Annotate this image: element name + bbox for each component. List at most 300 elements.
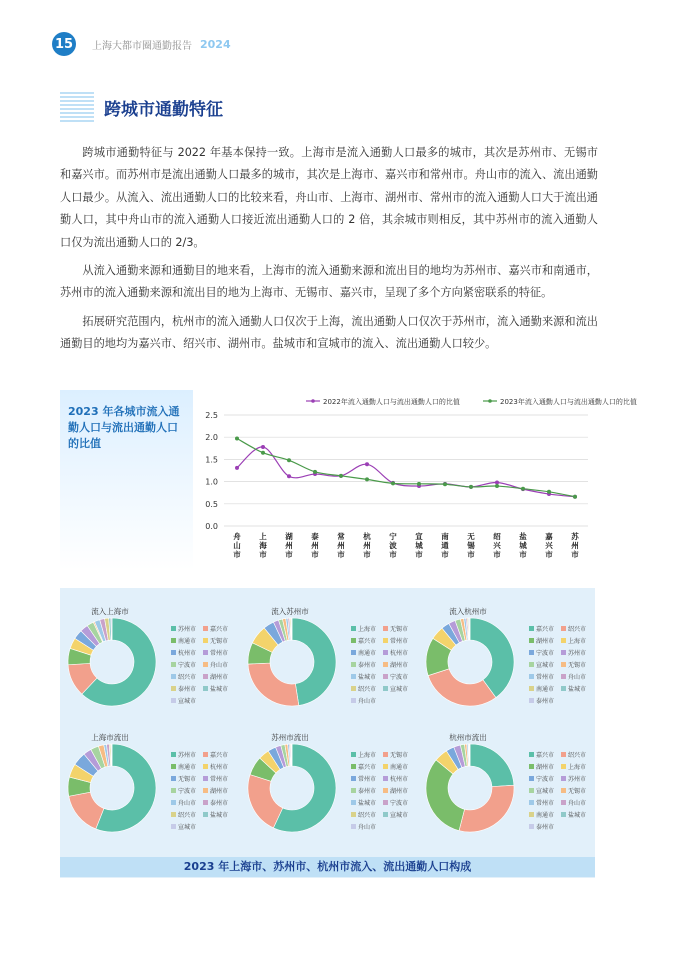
legend-item — [351, 784, 383, 796]
donut-slice — [428, 669, 496, 706]
legend-label: 嘉兴市 — [210, 625, 229, 633]
legend-label: 宁波市 — [390, 673, 409, 681]
legend-label: 南通市 — [390, 763, 409, 771]
donut-panel — [240, 732, 418, 862]
legend-label: 常州市 — [536, 673, 555, 681]
legend-swatch — [351, 800, 356, 805]
y-tick-label: 1.0 — [205, 477, 218, 487]
legend-label: 泰州市 — [536, 697, 555, 705]
section-stripe-decoration — [60, 92, 94, 122]
legend-label: 苏州市 — [568, 649, 587, 657]
legend-label: 舟山市 — [210, 661, 229, 669]
legend-label: 宣城市 — [536, 787, 555, 795]
legend-swatch — [171, 812, 176, 817]
legend-label: 上海市 — [568, 637, 587, 645]
legend-swatch — [383, 800, 388, 805]
legend-swatch — [561, 776, 566, 781]
legend-swatch — [351, 788, 356, 793]
line-chart-svg — [60, 385, 637, 570]
legend-swatch — [203, 800, 208, 805]
legend-swatch — [529, 674, 534, 679]
legend-swatch — [203, 662, 208, 667]
data-point — [339, 474, 343, 478]
donut-legend — [351, 622, 421, 706]
legend-item — [351, 622, 383, 634]
legend-swatch — [171, 752, 176, 757]
legend-swatch — [383, 776, 388, 781]
legend-label: 泰州市 — [210, 799, 229, 807]
legend-item — [561, 622, 593, 634]
legend-swatch — [351, 674, 356, 679]
legend-label: 宁波市 — [178, 787, 197, 795]
donut-slice — [248, 663, 299, 706]
legend-swatch — [383, 650, 388, 655]
legend-item — [203, 784, 235, 796]
legend-swatch — [383, 686, 388, 691]
legend-item — [529, 784, 561, 796]
donut-chart — [426, 618, 526, 718]
legend-item — [203, 748, 235, 760]
page-number-badge: 15 — [52, 32, 76, 56]
legend-label: 杭州市 — [210, 763, 229, 771]
legend-swatch — [171, 626, 176, 631]
legend-swatch — [351, 824, 356, 829]
legend-item — [171, 796, 203, 808]
legend-label: 泰州市 — [536, 823, 555, 831]
legend-item — [561, 682, 593, 694]
x-tick-label: 常州市 — [337, 532, 345, 559]
x-tick-label: 嘉兴市 — [545, 532, 553, 559]
data-point — [573, 495, 577, 499]
legend-label: 杭州市 — [390, 649, 409, 657]
legend-label: 泰州市 — [178, 685, 197, 693]
legend-label: 无锡市 — [390, 625, 409, 633]
legend-swatch — [351, 752, 356, 757]
legend-label: 苏州市 — [178, 625, 197, 633]
data-point — [261, 451, 265, 455]
report-title: 上海大都市圈通勤报告 — [92, 40, 192, 52]
legend-label: 绍兴市 — [358, 811, 377, 819]
legend-item — [203, 808, 235, 820]
y-tick-label: 1.5 — [205, 455, 218, 465]
legend-label: 上海市 — [568, 763, 587, 771]
legend-swatch — [171, 800, 176, 805]
legend-item — [203, 646, 235, 658]
legend-label: 湖州市 — [390, 787, 409, 795]
legend-item — [351, 694, 383, 706]
legend-item — [561, 760, 593, 772]
x-tick-label: 苏州市 — [571, 532, 579, 559]
legend-swatch — [203, 764, 208, 769]
legend-item — [203, 658, 235, 670]
legend-swatch — [529, 686, 534, 691]
donut-panel — [60, 606, 238, 736]
legend-label: 舟山市 — [178, 799, 197, 807]
legend-item — [171, 622, 203, 634]
legend-item — [171, 670, 203, 682]
body-text — [60, 142, 598, 362]
legend-label: 盐城市 — [568, 811, 587, 819]
legend-item — [171, 820, 203, 832]
legend-item — [203, 634, 235, 646]
x-tick-label: 湖州市 — [285, 532, 293, 559]
legend-item — [561, 646, 593, 658]
legend-swatch — [171, 674, 176, 679]
legend-item — [171, 634, 203, 646]
data-point — [313, 470, 317, 474]
legend-item — [203, 796, 235, 808]
legend-swatch — [203, 812, 208, 817]
ratio-line-chart — [60, 385, 637, 570]
x-tick-label: 杭州市 — [363, 532, 371, 559]
y-tick-label: 2.5 — [205, 411, 218, 420]
legend-label: 宁波市 — [178, 661, 197, 669]
legend-swatch — [171, 788, 176, 793]
legend-swatch — [383, 752, 388, 757]
legend-item — [203, 772, 235, 784]
section-title: 跨城市通勤特征 — [104, 100, 223, 120]
donut-title: 流入杭州市 — [449, 607, 487, 616]
legend-swatch — [351, 776, 356, 781]
legend-label: 南通市 — [536, 811, 555, 819]
donut-chart — [248, 618, 348, 718]
legend-label: 杭州市 — [178, 649, 197, 657]
legend-item — [171, 808, 203, 820]
legend-label: 嘉兴市 — [536, 625, 555, 633]
legend-item — [203, 670, 235, 682]
legend-item — [561, 658, 593, 670]
legend-item — [171, 760, 203, 772]
legend-swatch — [529, 638, 534, 643]
donut-panel — [60, 732, 238, 862]
donut-legend — [529, 748, 599, 832]
legend-label: 绍兴市 — [178, 811, 197, 819]
legend-swatch — [203, 686, 208, 691]
donut-title: 流入上海市 — [91, 607, 129, 616]
legend-swatch — [203, 650, 208, 655]
legend-label: 嘉兴市 — [358, 763, 377, 771]
legend-swatch — [171, 662, 176, 667]
legend-swatch — [561, 686, 566, 691]
legend-item — [561, 796, 593, 808]
donut-charts-panel — [60, 588, 595, 878]
legend-label: 南通市 — [358, 649, 377, 657]
legend-label: 绍兴市 — [178, 673, 197, 681]
legend-item — [171, 682, 203, 694]
legend-swatch — [561, 662, 566, 667]
legend-swatch — [529, 764, 534, 769]
legend-swatch — [383, 764, 388, 769]
legend-item — [351, 658, 383, 670]
legend-item — [351, 808, 383, 820]
legend-swatch — [529, 698, 534, 703]
donut-panel — [240, 606, 418, 736]
legend-label: 无锡市 — [568, 661, 587, 669]
legend-swatch — [203, 776, 208, 781]
data-point — [235, 466, 239, 470]
legend-label: 宁波市 — [390, 799, 409, 807]
data-point — [287, 458, 291, 462]
data-point — [365, 477, 369, 481]
legend-label: 南通市 — [536, 685, 555, 693]
legend-label: 盐城市 — [210, 685, 229, 693]
legend-label: 宁波市 — [536, 775, 555, 783]
legend-swatch — [383, 626, 388, 631]
x-tick-label: 盐城市 — [519, 532, 527, 559]
legend-item — [351, 772, 383, 784]
legend-item — [203, 622, 235, 634]
legend-label: 无锡市 — [390, 751, 409, 759]
legend-label: 无锡市 — [178, 775, 197, 783]
legend-label: 湖州市 — [210, 673, 229, 681]
legend-label: 舟山市 — [358, 823, 377, 831]
legend-label: 常州市 — [210, 775, 229, 783]
legend-item — [383, 748, 415, 760]
donut-slice — [469, 618, 470, 640]
legend-item — [351, 796, 383, 808]
legend-swatch — [383, 638, 388, 643]
legend-swatch — [171, 650, 176, 655]
x-tick-label: 泰州市 — [311, 532, 319, 559]
paragraph: 跨城市通勤特征与 2022 年基本保持一致。上海市是流入通勤人口最多的城市，其次是苏州市、无锡市和嘉兴市。而苏州市是流出通勤人口最多的城市，其次是上海市、嘉兴市和常州市。舟山市的流入、流出通勤人口最少。从流入、流出通勤人口的比较来看，舟山市、上海市、湖州市、常州市的流入通勤人口大于流出通勤人口，其中舟山市的流入通勤人口接近流出通勤人口的 2 倍，其余城市则相反，其中苏州市的流入通勤人口仅为流出通勤人口的 2/3。 — [60, 146, 598, 249]
legend-swatch — [383, 812, 388, 817]
y-tick-label: 0.0 — [205, 522, 218, 531]
x-tick-label: 上海市 — [259, 532, 267, 559]
paragraph: 从流入通勤来源和通勤目的地来看，上海市的流入通勤来源和流出目的地均为苏州市、嘉兴市和南通市，苏州市的流入通勤来源和流出目的地为上海市、无锡市、嘉兴市，呈现了多个方向紧密联系的特征。 — [60, 264, 598, 300]
legend-marker — [488, 399, 492, 403]
legend-item — [383, 760, 415, 772]
legend-label: 盐城市 — [210, 811, 229, 819]
paragraph: 拓展研究范围内，杭州市的流入通勤人口仅次于上海，流出通勤人口仅次于苏州市，流入通勤来源和流出通勤目的地均为嘉兴市、绍兴市、湖州市。盐城市和宣城市的流入、流出通勤人口较少。 — [60, 314, 598, 351]
legend-item — [529, 808, 561, 820]
legend-label: 湖州市 — [536, 637, 555, 645]
legend-item — [561, 634, 593, 646]
legend-label: 泰州市 — [358, 787, 377, 795]
legend-label: 盐城市 — [358, 673, 377, 681]
legend-swatch — [351, 812, 356, 817]
legend-item — [561, 772, 593, 784]
donut-chart — [426, 744, 526, 844]
legend-label: 湖州市 — [210, 787, 229, 795]
legend-swatch — [383, 674, 388, 679]
data-point — [391, 481, 395, 485]
donut-charts-caption: 2023 年上海市、苏州市、杭州市流入、流出通勤人口构成 — [60, 857, 595, 877]
legend-label: 舟山市 — [358, 697, 377, 705]
legend-swatch — [351, 686, 356, 691]
legend-item — [171, 694, 203, 706]
legend-swatch — [561, 674, 566, 679]
legend-item — [561, 808, 593, 820]
legend-label: 无锡市 — [568, 787, 587, 795]
donut-chart — [68, 618, 168, 718]
y-tick-label: 0.5 — [205, 499, 218, 509]
donut-title: 杭州市流出 — [449, 733, 487, 742]
legend-item — [351, 760, 383, 772]
legend-swatch — [561, 650, 566, 655]
legend-item — [383, 784, 415, 796]
donut-title: 流入苏州市 — [271, 607, 309, 616]
legend-item — [529, 670, 561, 682]
legend-item — [383, 658, 415, 670]
data-point — [287, 474, 291, 478]
legend-item — [351, 682, 383, 694]
legend-item — [561, 670, 593, 682]
legend-swatch — [561, 626, 566, 631]
page-header — [52, 32, 231, 56]
legend-item — [383, 682, 415, 694]
legend-swatch — [561, 788, 566, 793]
donut-slice — [470, 744, 514, 787]
legend-swatch — [561, 752, 566, 757]
legend-label: 宣城市 — [390, 811, 409, 819]
legend-label: 上海市 — [358, 625, 377, 633]
legend-label: 上海市 — [358, 751, 377, 759]
legend-label: 2023年流入通勤人口与流出通勤人口的比值 — [500, 398, 637, 406]
donut-legend — [171, 748, 241, 832]
legend-item — [383, 808, 415, 820]
legend-label: 宣城市 — [178, 697, 197, 705]
section-heading — [60, 92, 260, 122]
legend-swatch — [171, 686, 176, 691]
legend-swatch — [529, 824, 534, 829]
legend-item — [383, 646, 415, 658]
data-point — [443, 482, 447, 486]
legend-item — [203, 682, 235, 694]
legend-label: 泰州市 — [358, 661, 377, 669]
legend-label: 绍兴市 — [358, 685, 377, 693]
legend-label: 嘉兴市 — [210, 751, 229, 759]
data-point — [495, 480, 499, 484]
legend-item — [529, 760, 561, 772]
legend-item — [351, 634, 383, 646]
donut-panel — [418, 606, 596, 736]
donut-panel — [418, 732, 596, 862]
legend-swatch — [171, 638, 176, 643]
legend-swatch — [203, 674, 208, 679]
legend-label: 无锡市 — [210, 637, 229, 645]
legend-label: 宣城市 — [178, 823, 197, 831]
legend-label: 常州市 — [358, 775, 377, 783]
legend-swatch — [383, 788, 388, 793]
data-point — [547, 490, 551, 494]
legend-swatch — [203, 626, 208, 631]
chart-title: 2023 年各城市流入通勤人口与流出通勤人口的比值 — [68, 405, 180, 450]
legend-item — [529, 634, 561, 646]
legend-swatch — [561, 638, 566, 643]
donut-slice — [291, 618, 292, 640]
legend-item — [171, 784, 203, 796]
legend-label: 常州市 — [536, 799, 555, 807]
data-point — [495, 484, 499, 488]
data-point — [417, 482, 421, 486]
legend-label: 宣城市 — [390, 685, 409, 693]
legend-item — [529, 658, 561, 670]
legend-label: 舟山市 — [568, 799, 587, 807]
legend-item — [383, 796, 415, 808]
legend-swatch — [529, 788, 534, 793]
legend-label: 嘉兴市 — [536, 751, 555, 759]
legend-swatch — [561, 800, 566, 805]
legend-swatch — [203, 752, 208, 757]
legend-label: 苏州市 — [568, 775, 587, 783]
donut-chart — [248, 744, 348, 844]
legend-item — [383, 670, 415, 682]
legend-label: 嘉兴市 — [358, 637, 377, 645]
legend-swatch — [171, 824, 176, 829]
legend-label: 盐城市 — [568, 685, 587, 693]
data-point — [365, 462, 369, 466]
legend-swatch — [171, 776, 176, 781]
legend-swatch — [529, 776, 534, 781]
data-point — [521, 487, 525, 491]
data-point — [469, 485, 473, 489]
legend-item — [171, 646, 203, 658]
legend-swatch — [351, 650, 356, 655]
legend-item — [529, 796, 561, 808]
x-tick-label: 宣城市 — [415, 532, 423, 559]
legend-item — [383, 634, 415, 646]
legend-swatch — [529, 650, 534, 655]
legend-swatch — [203, 638, 208, 643]
legend-swatch — [171, 764, 176, 769]
legend-label: 南通市 — [178, 637, 197, 645]
legend-swatch — [529, 626, 534, 631]
legend-item — [529, 646, 561, 658]
x-tick-label: 舟山市 — [233, 532, 241, 559]
donut-slice — [459, 785, 514, 832]
legend-label: 常州市 — [210, 649, 229, 657]
report-year: 2024 — [200, 37, 231, 51]
donut-slice — [111, 744, 112, 766]
legend-item — [529, 820, 561, 832]
legend-item — [203, 760, 235, 772]
donut-slice — [292, 618, 336, 705]
legend-label: 绍兴市 — [568, 751, 587, 759]
legend-label: 湖州市 — [390, 661, 409, 669]
legend-swatch — [351, 638, 356, 643]
legend-item — [529, 748, 561, 760]
legend-label: 杭州市 — [390, 775, 409, 783]
legend-swatch — [529, 752, 534, 757]
legend-item — [351, 748, 383, 760]
legend-item — [529, 772, 561, 784]
legend-item — [351, 646, 383, 658]
legend-item — [383, 772, 415, 784]
legend-swatch — [351, 662, 356, 667]
x-tick-label: 宁波市 — [389, 532, 397, 559]
legend-swatch — [351, 698, 356, 703]
data-point — [261, 445, 265, 449]
legend-item — [529, 622, 561, 634]
x-tick-label: 无锡市 — [467, 532, 475, 559]
legend-marker — [311, 399, 315, 403]
legend-item — [171, 748, 203, 760]
legend-swatch — [351, 626, 356, 631]
legend-swatch — [171, 698, 176, 703]
legend-swatch — [529, 812, 534, 817]
legend-item — [171, 772, 203, 784]
legend-swatch — [561, 812, 566, 817]
legend-item — [561, 748, 593, 760]
donut-legend — [529, 622, 599, 706]
x-tick-label: 南通市 — [441, 532, 449, 559]
legend-label: 宣城市 — [536, 661, 555, 669]
legend-label: 湖州市 — [536, 763, 555, 771]
legend-swatch — [529, 662, 534, 667]
legend-swatch — [203, 788, 208, 793]
donut-chart — [68, 744, 168, 844]
legend-label: 宁波市 — [536, 649, 555, 657]
